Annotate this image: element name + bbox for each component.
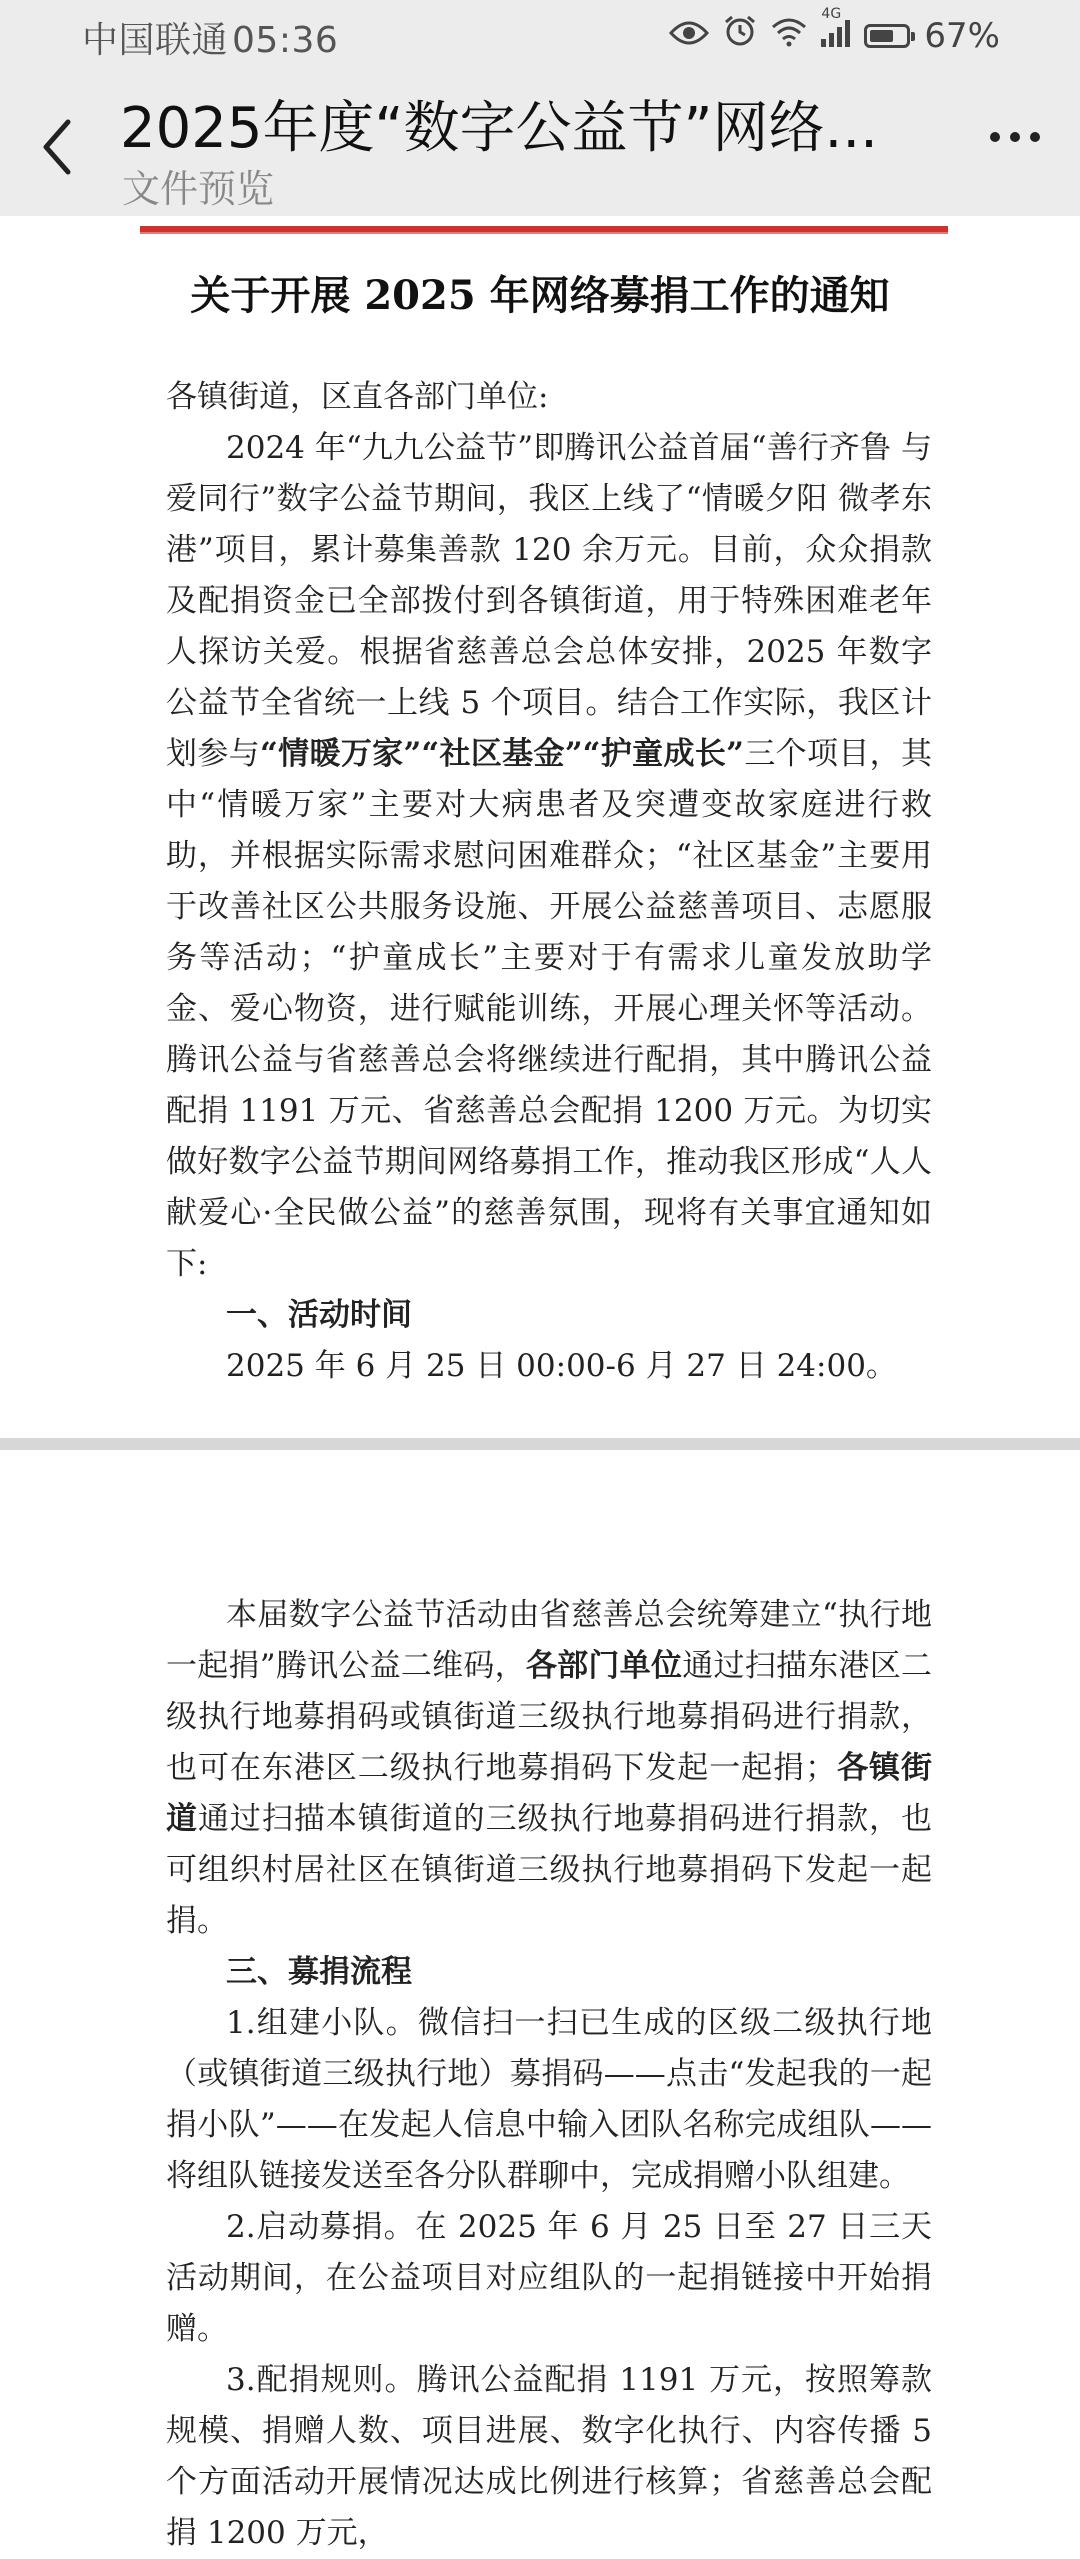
battery-percent: 67%	[924, 15, 1000, 56]
paragraph-text: 通过扫描东港区二级执行地募捐码或镇街道三级执行地募捐码进行捐款，也可在东港区二级执行地募捐码下发起一起捐；	[166, 1648, 932, 1786]
section-heading-3: 三、募捐流程	[226, 1954, 412, 1990]
page-title: 2025年度“数字公益节”网络...	[120, 96, 878, 161]
carrier-label: 中国联通	[82, 20, 229, 61]
greeting: 各镇街道，区直各部门单位:	[166, 379, 549, 415]
back-button[interactable]	[34, 112, 84, 182]
network-type-label: 4G	[821, 5, 842, 22]
page-subtitle: 文件预览	[122, 167, 275, 211]
paragraph-method	[166, 1590, 932, 1947]
document-page-1	[166, 372, 932, 1392]
activity-time: 2025 年 6 月 25 日 00:00-6 月 27 日 24:00。	[226, 1348, 897, 1384]
paragraph-text: 2024 年“九九公益节”即腾讯公益首届“善行齐鲁 与爱同行”数字公益节期间，我区上线了“情暖夕阳 微孝东港”项目，累计募集善款 120 余万元。目前，众众捐款及配捐资金已全部拨付到各镇街道，用于特殊困难老年人探访关爱。根据省慈善总会总体安排，2025 年数字公益节全省统一上线 5 个项目。结合工作实际，我区计划参与	[166, 430, 932, 772]
more-dot-icon	[990, 132, 1000, 142]
paragraph-bold-projects: “情暖万家”“社区基金”“护童成长”	[260, 736, 744, 772]
status-bar	[0, 0, 1080, 72]
back-arrow-icon	[34, 112, 84, 182]
paragraph-text: 三个项目，其中“情暖万家”主要对大病患者及突遭变故家庭进行救助，并根据实际需求慰问困难群众；“社区基金”主要用于改善社区公共服务设施、开展公益慈善项目、志愿服务等活动；“护童成长”主要对于有需求儿童发放助学金、爱心物资，进行赋能训练，开展心理关怀等活动。腾讯公益与省慈善总会将继续进行配捐，其中腾讯公益配捐 1191 万元、省慈善总会配捐 1200 万元。为切实做好数字公益节期间网络募捐工作，推动我区形成“人人献爱心·全民做公益”的慈善氛围，现将有关事宜通知如下:	[166, 736, 932, 1282]
red-header-line	[140, 226, 948, 234]
app-bar	[0, 72, 1080, 216]
page-divider	[0, 1438, 1080, 1450]
clock: 05:36	[232, 20, 339, 61]
paragraph-text: 通过扫描本镇街道的三级执行地募捐码进行捐款，也可组织村居社区在镇街道三级执行地募捐码下发起一起捐。	[166, 1801, 933, 1939]
alarm-icon	[723, 14, 757, 57]
status-right	[669, 5, 1000, 57]
more-dot-icon	[1010, 132, 1020, 142]
eye-icon	[669, 16, 709, 56]
step-1: 1.组建小队。微信扫一扫已生成的区级二级执行地（或镇街道三级执行地）募捐码——点击“发起我的一起捐小队”——在发起人信息中输入团队名称完成组队——将组队链接发送至各分队群聊中，完成捐赠小队组建。	[166, 2005, 932, 2194]
more-options-button[interactable]	[990, 132, 1040, 142]
document-title: 关于开展 2025 年网络募捐工作的通知	[190, 272, 890, 319]
paragraph-intro	[166, 423, 932, 1290]
cellular-signal-icon	[821, 5, 850, 56]
document-page-2	[166, 1590, 932, 2559]
paragraph-text: 本届数字公益节活动由省慈善总会统筹建立“执行地一起捐”腾讯公益二维码，	[166, 1597, 932, 1684]
document-viewer[interactable]	[0, 216, 1080, 2551]
more-dot-icon	[1030, 132, 1040, 142]
battery-fill	[870, 30, 893, 42]
step-3: 3.配捐规则。腾讯公益配捐 1191 万元，按照筹款规模、捐赠人数、项目进展、数字化执行、内容传播 5 个方面活动开展情况达成比例进行核算；省慈善总会配捐 1200 万元，	[166, 2362, 932, 2551]
paragraph-bold-towns: 各镇街道	[166, 1750, 933, 1837]
battery-icon	[864, 24, 910, 48]
status-left	[82, 12, 338, 63]
section-heading-1: 一、活动时间	[226, 1297, 412, 1333]
paragraph-bold-departments: 各部门单位	[525, 1648, 683, 1684]
step-2: 2.启动募捐。在 2025 年 6 月 25 日至 27 日三天活动期间，在公益项目对应组队的一起捐链接中开始捐赠。	[166, 2209, 932, 2347]
wifi-icon	[771, 16, 807, 56]
